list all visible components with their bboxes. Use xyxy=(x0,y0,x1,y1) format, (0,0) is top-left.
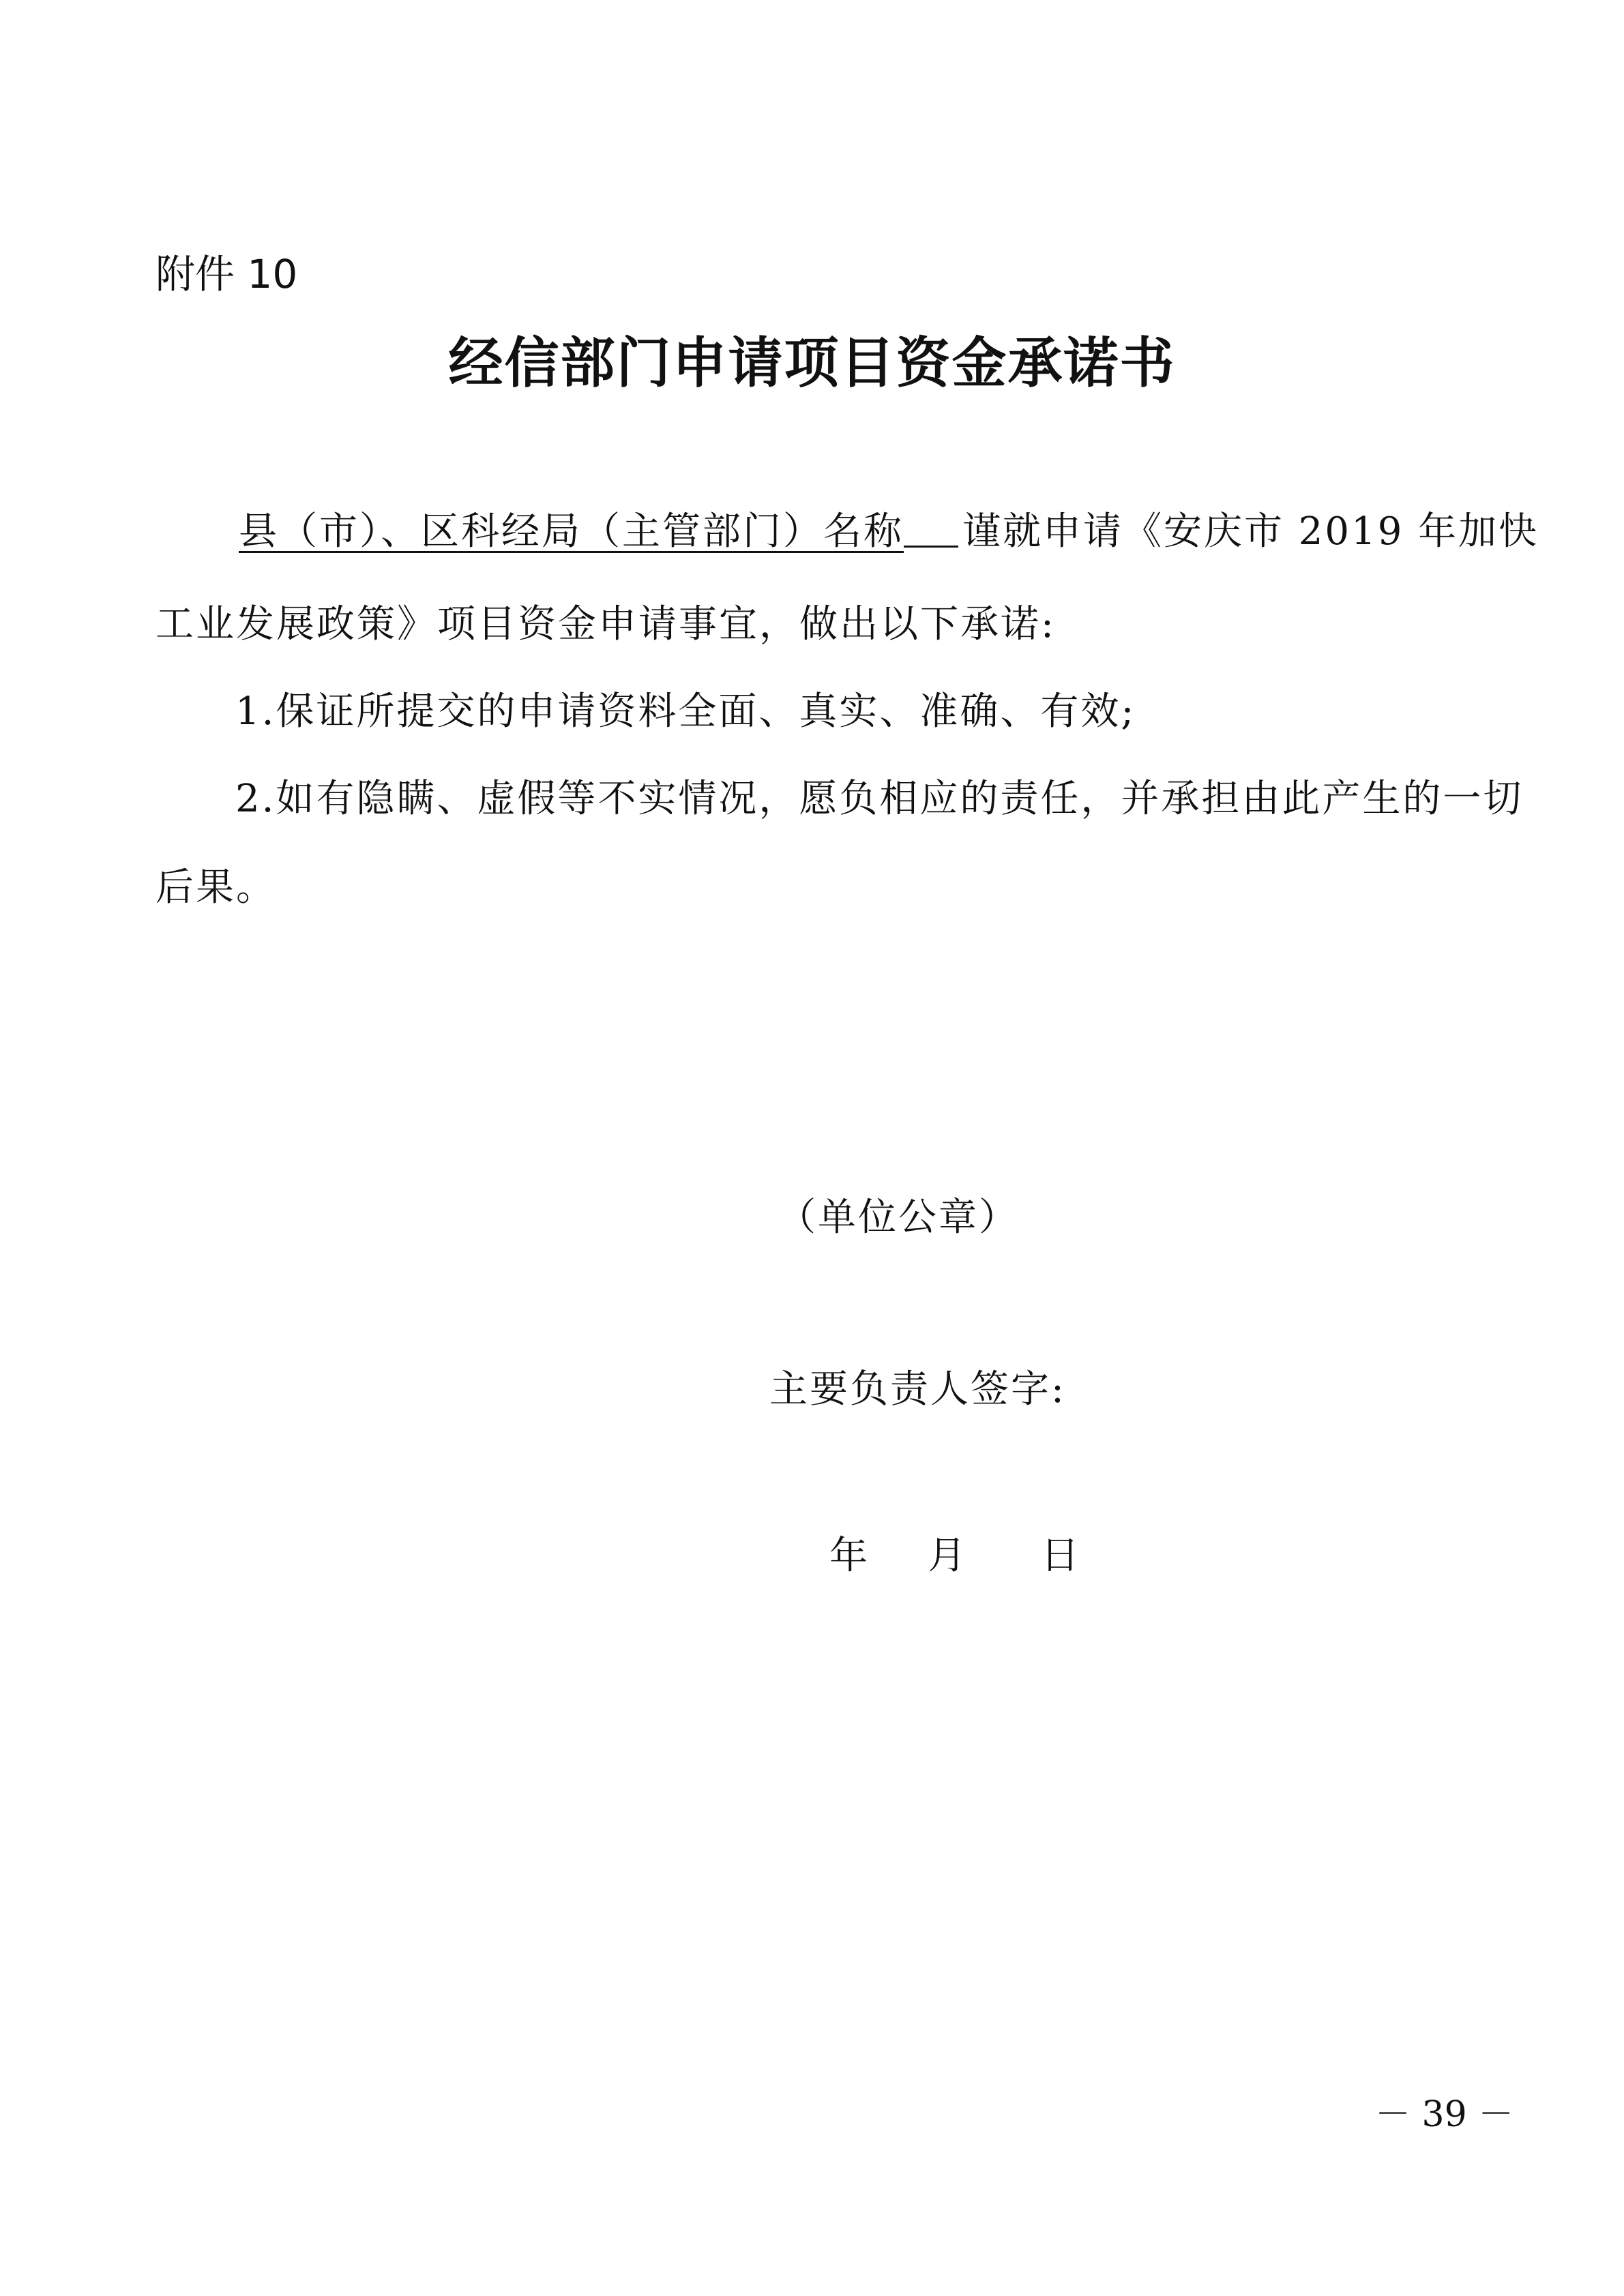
unit-seal-label: （单位公章） xyxy=(778,1195,1019,1240)
date-day-label: 日 xyxy=(1041,1534,1079,1578)
department-name-blank xyxy=(904,505,958,548)
page-number: － 39 － xyxy=(1375,2094,1514,2135)
pledge-item-1: 1.保证所提交的申请资料全面、真实、准确、有效; xyxy=(235,689,1136,734)
signer-label: 主要负责人签字: xyxy=(769,1367,1066,1412)
date-month-label: 月 xyxy=(928,1534,966,1578)
attachment-label: 附件 10 xyxy=(156,251,298,297)
pledge-intro-line xyxy=(239,505,1539,559)
document-title: 经信部门申请项目资金承诺书 xyxy=(448,331,1176,395)
department-name-field: 县（市）、区科经局（主管部门）名称 xyxy=(239,509,904,554)
pledge-item-2-continuation: 后果。 xyxy=(156,865,276,910)
date-year-label: 年 xyxy=(829,1534,868,1578)
pledge-intro-continuation: 工业发展政策》项目资金申请事宜，做出以下承诺: xyxy=(156,602,1056,646)
pledge-intro-text: 谨就申请《安庆市 2019 年加快 xyxy=(962,509,1539,554)
pledge-item-2: 2.如有隐瞒、虚假等不实情况，愿负相应的责任，并承担由此产生的一切 xyxy=(235,777,1524,821)
